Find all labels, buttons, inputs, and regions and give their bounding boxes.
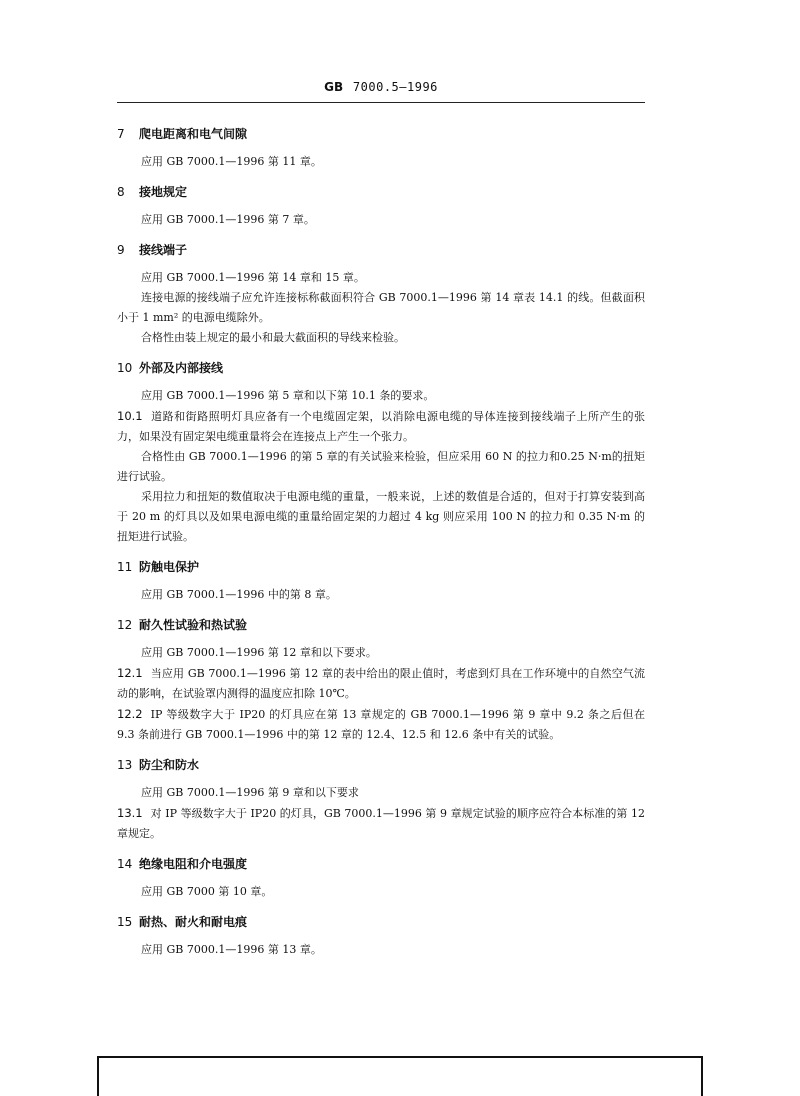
paragraph-text: 应用 GB 7000.1—1996 第 11 章。	[141, 155, 322, 168]
paragraph-text: 当应用 GB 7000.1—1996 第 12 章的表中给出的限止值时，考虑到灯具在工作环境中的自然空气流动的影响，在试验罩内测得的温度应扣除 10℃。	[117, 667, 645, 700]
section-number: 11	[117, 560, 133, 574]
paragraph	[117, 210, 645, 230]
clause-paragraph	[117, 704, 645, 745]
paragraph-text: 道路和街路照明灯具应备有一个电缆固定架，以消除电源电缆的导体连接到接线端子上所产生的张力，如果没有固定架电缆重量将会在连接点上产生一个张力。	[117, 410, 645, 443]
clause-number: 13.1	[117, 806, 143, 820]
section-number: 15	[117, 915, 133, 929]
paragraph	[117, 940, 645, 960]
paragraph	[117, 882, 645, 902]
paragraph-text: 连接电源的接线端子应允许连接标称截面积符合 GB 7000.1—1996 第 14 章表 14.1 的线。但截面积小于 1 mm² 的电源电缆除外。	[117, 291, 645, 324]
clause-number: 10.1	[117, 409, 143, 423]
bottom-frame	[97, 1056, 703, 1096]
paragraph-text: 对 IP 等级数字大于 IP20 的灯具，GB 7000.1—1996 第 9 章规定试验的顺序应符合本标准的第 12 章规定。	[117, 807, 645, 840]
section-number: 9	[117, 243, 125, 257]
section-title	[117, 124, 645, 144]
section-title	[117, 854, 645, 874]
section-title	[117, 615, 645, 635]
paragraph-text: 合格性由装上规定的最小和最大截面积的导线来检验。	[141, 331, 405, 344]
section-9	[117, 240, 645, 348]
header-code: GB	[324, 80, 344, 94]
paragraph-text: 采用拉力和扭矩的数值取决于电源电缆的重量，一般来说，上述的数值是合适的，但对于打算安装到高于 20 m 的灯具以及如果电源电缆的重量给固定架的力超过 4 kg 则应采用 100 N 的拉力和 0.35 N·m 的扭矩进行试验。	[117, 490, 645, 543]
paragraph	[117, 328, 645, 348]
section-title-text: 接线端子	[139, 243, 188, 257]
paragraph-text: 应用 GB 7000.1—1996 第 7 章。	[141, 213, 315, 226]
section-title	[117, 755, 645, 775]
section-title-text: 绝缘电阻和介电强度	[139, 857, 248, 871]
section-title	[117, 240, 645, 260]
section-15	[117, 912, 645, 960]
section-8	[117, 182, 645, 230]
section-number: 13	[117, 758, 133, 772]
paragraph-text: 应用 GB 7000.1—1996 第 9 章和以下要求	[141, 786, 359, 799]
paragraph-text: IP 等级数字大于 IP20 的灯具应在第 13 章规定的 GB 7000.1—1996 第 9 章中 9.2 条之后但在 9.3 条前进行 GB 7000.1—1996 中的第 12 章的 12.4、12.5 和 12.6 条中有关的试验。	[117, 708, 645, 741]
paragraph-text: 应用 GB 7000.1—1996 第 5 章和以下第 10.1 条的要求。	[141, 389, 435, 402]
paragraph-text: 应用 GB 7000.1—1996 第 12 章和以下要求。	[141, 646, 377, 659]
section-number: 12	[117, 618, 133, 632]
section-number: 7	[117, 127, 125, 141]
paragraph-text: 合格性由 GB 7000.1—1996 的第 5 章的有关试验来检验，但应采用 60 N 的拉力和0.25 N·m的扭矩进行试验。	[117, 450, 645, 483]
document-body	[117, 124, 645, 970]
paragraph	[117, 783, 645, 803]
section-7	[117, 124, 645, 172]
paragraph	[117, 152, 645, 172]
paragraph	[117, 268, 645, 288]
section-title	[117, 912, 645, 932]
clause-paragraph	[117, 663, 645, 704]
section-title-text: 耐久性试验和热试验	[139, 618, 248, 632]
section-title	[117, 358, 645, 378]
section-10	[117, 358, 645, 547]
clause-number: 12.1	[117, 666, 143, 680]
section-title-text: 接地规定	[139, 185, 188, 199]
section-title-text: 防尘和防水	[139, 758, 200, 772]
header-standard-number: 7000.5—1996	[352, 80, 438, 94]
section-title	[117, 182, 645, 202]
paragraph-text: 应用 GB 7000.1—1996 中的第 8 章。	[141, 588, 337, 601]
section-11	[117, 557, 645, 605]
section-number: 8	[117, 185, 125, 199]
paragraph	[117, 447, 645, 487]
paragraph-text: 应用 GB 7000.1—1996 第 14 章和 15 章。	[141, 271, 365, 284]
section-title-text: 爬电距离和电气间隙	[139, 127, 248, 141]
clause-paragraph	[117, 803, 645, 844]
section-title-text: 耐热、耐火和耐电痕	[139, 915, 248, 929]
paragraph	[117, 386, 645, 406]
section-number: 14	[117, 857, 133, 871]
paragraph-text: 应用 GB 7000.1—1996 第 13 章。	[141, 943, 322, 956]
page-header	[117, 76, 645, 103]
paragraph	[117, 585, 645, 605]
section-title	[117, 557, 645, 577]
section-number: 10	[117, 361, 133, 375]
paragraph	[117, 487, 645, 547]
paragraph-text: 应用 GB 7000 第 10 章。	[141, 885, 273, 898]
paragraph	[117, 288, 645, 328]
paragraph	[117, 643, 645, 663]
section-14	[117, 854, 645, 902]
section-title-text: 防触电保护	[139, 560, 200, 574]
section-title-text: 外部及内部接线	[139, 361, 224, 375]
section-13	[117, 755, 645, 844]
section-12	[117, 615, 645, 745]
clause-paragraph	[117, 406, 645, 447]
clause-number: 12.2	[117, 707, 143, 721]
